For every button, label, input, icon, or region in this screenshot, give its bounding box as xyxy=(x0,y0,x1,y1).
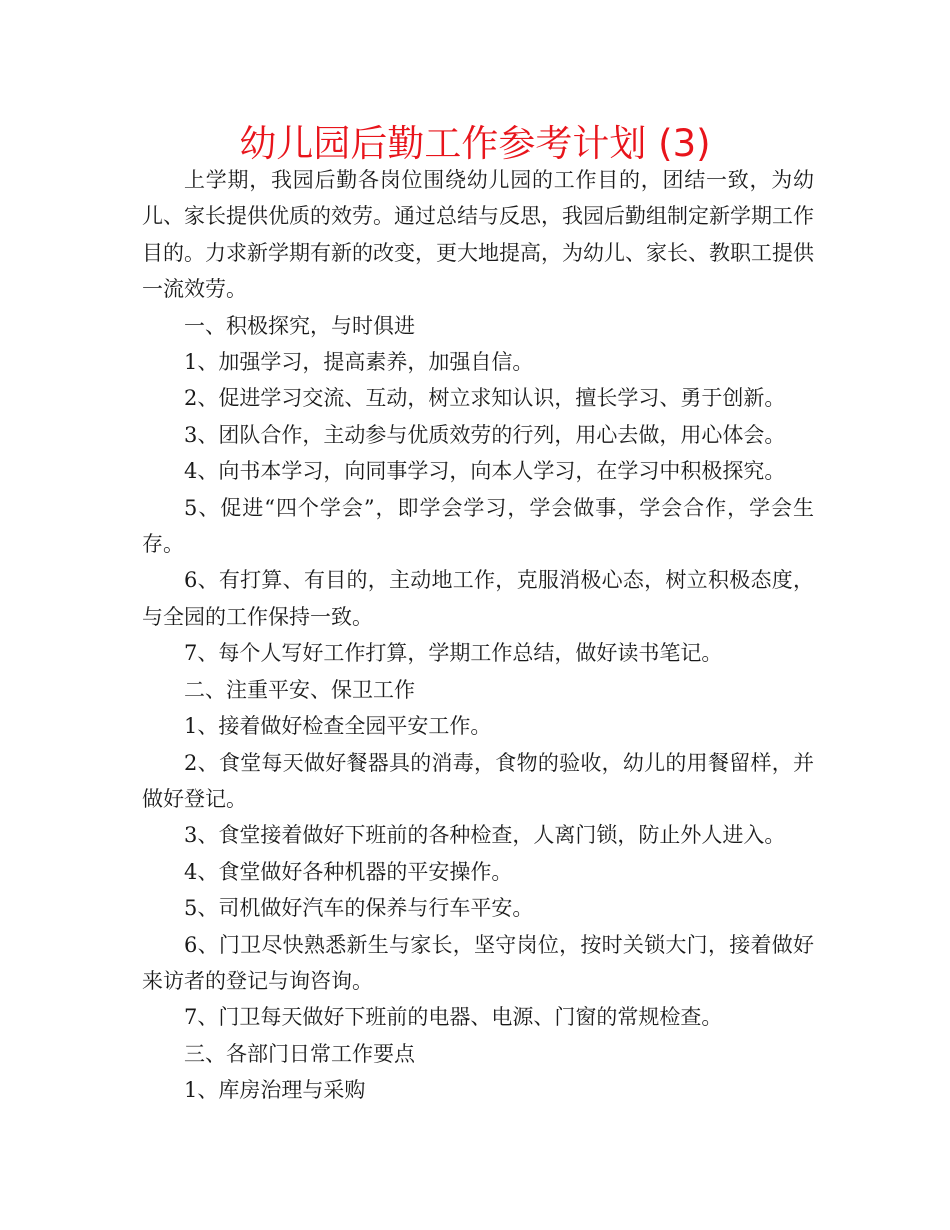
list-item: 2、促进学习交流、互动，树立求知认识，擅长学习、勇于创新。 xyxy=(184,386,786,411)
list-item: 1、库房治理与采购 xyxy=(184,1078,366,1103)
list-item: 5、促进“四个学会”，即学会学习，学会做事，学会合作，学会生存。 xyxy=(142,495,814,557)
list-item: 1、加强学习，提高素养，加强自信。 xyxy=(184,350,534,375)
list-item: 4、食堂做好各种机器的平安操作。 xyxy=(184,859,513,884)
list-item: 7、门卫每天做好下班前的电器、电源、门窗的常规检查。 xyxy=(184,1005,723,1030)
document-body xyxy=(142,162,814,1109)
paragraph-intro: 上学期，我园后勤各岗位围绕幼儿园的工作目的，团结一致，为幼儿、家长提供优质的效劳。通过总结与反思，我园后勤组制定新学期工作目的。力求新学期有新的改变，更大地提高，为幼儿、家长、教职工提供一流效劳。 xyxy=(142,168,814,302)
list-item: 3、食堂接着做好下班前的各种检查，人离门锁，防止外人进入。 xyxy=(184,823,786,848)
document-title: 幼儿园后勤工作参考计划 (3) xyxy=(239,122,711,165)
section-heading-3: 三、各部门日常工作要点 xyxy=(184,1041,415,1066)
list-item: 5、司机做好汽车的保养与行车平安。 xyxy=(184,896,534,921)
section-heading-1: 一、积极探究，与时俱进 xyxy=(184,313,415,338)
list-item: 6、门卫尽快熟悉新生与家长，坚守岗位，按时关锁大门，接着做好来访者的登记与询咨询。 xyxy=(142,932,814,993)
list-item: 1、接着做好检查全园平安工作。 xyxy=(184,714,492,739)
list-item: 2、食堂每天做好餐器具的消毒，食物的验收，幼儿的用餐留样，并做好登记。 xyxy=(142,750,814,811)
list-item: 7、每个人写好工作打算，学期工作总结，做好读书笔记。 xyxy=(184,641,723,666)
list-item: 3、团队合作，主动参与优质效劳的行列，用心去做，用心体会。 xyxy=(184,422,786,447)
section-heading-2: 二、注重平安、保卫工作 xyxy=(184,677,415,702)
list-item: 6、有打算、有目的，主动地工作，克服消极心态，树立积极态度，与全园的工作保持一致。 xyxy=(142,568,814,629)
list-item: 4、向书本学习，向同事学习，向本人学习，在学习中积极探究。 xyxy=(184,459,786,484)
